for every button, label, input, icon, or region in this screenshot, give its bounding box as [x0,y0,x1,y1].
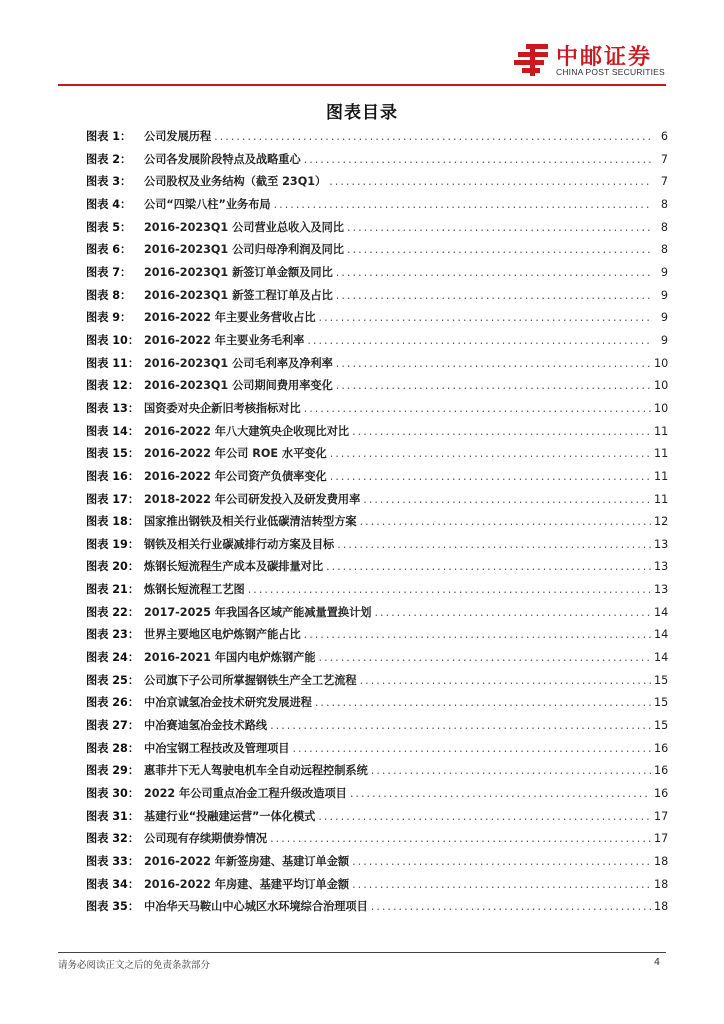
toc-entry-page-number: 11 [654,492,669,506]
toc-entry-leader-dots [336,285,651,308]
toc-entry-label: 图表 26： [86,696,140,710]
toc-entry[interactable] [86,647,668,670]
table-of-figures [86,126,668,919]
toc-entry[interactable] [86,353,668,376]
toc-entry-page-number: 10 [654,379,669,393]
toc-entry-label: 图表 34： [86,877,140,891]
toc-entry-title: 世界主要地区电炉炼钢产能占比 [144,628,301,642]
toc-entry-title: 2016-2022 年公司 ROE 水平变化 [144,447,327,461]
toc-entry-page-number: 13 [654,560,669,574]
toc-entry-title: 2016-2022 年八大建筑央企收现比对比 [144,424,350,438]
toc-entry[interactable] [86,262,668,285]
toc-entry-label: 图表 35： [86,900,140,914]
toc-entry-leader-dots [352,851,651,874]
toc-entry-label: 图表 7： [86,265,132,279]
toc-entry-label: 图表 1： [86,130,132,143]
toc-entry-page-number: 11 [654,447,669,461]
toc-entry-page-number: 9 [660,311,668,325]
toc-entry[interactable] [86,398,668,421]
toc-entry-leader-dots [352,874,651,897]
toc-entry-page-number: 16 [654,741,669,755]
toc-entry-title: 基建行业“投融建运营”一体化模式 [144,809,316,823]
toc-entry-label: 图表 31： [86,809,140,823]
toc-entry[interactable] [86,760,668,783]
toc-entry-label: 图表 29： [86,764,140,778]
toc-entry-leader-dots [326,556,651,579]
toc-entry-title: 2016-2022 年公司资产负债率变化 [144,469,327,483]
toc-entry[interactable] [86,851,668,874]
toc-entry-label: 图表 27： [86,719,140,733]
toc-entry[interactable] [86,806,668,829]
toc-entry-page-number: 16 [654,787,669,801]
toc-entry-label: 图表 6： [86,243,132,257]
toc-entry-label: 图表 22： [86,605,140,619]
toc-entry[interactable] [86,602,668,625]
toc-entry-title: 公司“四梁八柱”业务布局 [144,197,271,211]
toc-entry-title: 2016-2023Q1 新签工程订单及占比 [144,288,333,302]
toc-entry-leader-dots [336,353,651,376]
toc-entry-title: 2016-2023Q1 新签订单金额及同比 [144,265,333,279]
toc-entry-leader-dots [214,126,651,149]
toc-entry-page-number: 9 [660,265,668,279]
toc-entry-title: 2016-2022 年主要业务毛利率 [144,333,305,347]
toc-entry-page-number: 18 [654,855,669,868]
toc-entry-page-number: 13 [654,583,669,597]
toc-entry-leader-dots [352,421,651,444]
toc-entry-leader-dots [318,806,651,829]
toc-entry[interactable] [86,171,668,194]
page-header [0,0,724,88]
toc-entry-title: 2016-2022 年房建、基建平均订单金额 [144,877,350,891]
toc-entry-leader-dots [270,715,651,738]
toc-entry-label: 图表 33： [86,855,140,868]
toc-entry[interactable] [86,579,668,602]
toc-entry-label: 图表 5： [86,220,132,234]
toc-entry[interactable] [86,443,668,466]
toc-entry-leader-dots [304,149,651,172]
brand-name-cn: 中邮证券 [556,45,653,70]
toc-entry-title: 2018-2022 年公司研发投入及研发费用率 [144,492,361,506]
china-post-logo-icon [512,42,552,78]
toc-entry-leader-dots [363,489,651,512]
toc-entry[interactable] [86,217,668,240]
toc-entry-title: 中冶宝钢工程技改及管理项目 [144,741,290,755]
footer-disclaimer: 请务必阅读正文之后的免责条款部分 [58,960,211,971]
toc-entry-title: 公司各发展阶段特点及战略重心 [144,152,301,166]
toc-entry-title: 2016-2023Q1 公司期间费用率变化 [144,379,333,393]
toc-entry[interactable] [86,194,668,217]
toc-entry-page-number: 16 [654,764,669,778]
toc-entry-label: 图表 30： [86,787,140,801]
toc-entry-page-number: 17 [654,832,669,846]
toc-entry-leader-dots [347,239,651,262]
toc-entry-title: 公司旗下子公司所掌握钢铁生产全工艺流程 [144,673,357,687]
toc-entry-leader-dots [319,647,651,670]
toc-entry-title: 中冶京诚氢冶金技术研究发展进程 [144,696,312,710]
toc-entry-title: 公司发展历程 [144,130,212,143]
toc-entry-label: 图表 19： [86,537,140,551]
toc-entry-label: 图表 10： [86,333,140,347]
toc-entry-page-number: 13 [654,537,669,551]
toc-entry-leader-dots [315,692,651,715]
toc-entry-label: 图表 4： [86,197,132,211]
toc-entry-label: 图表 17： [86,492,140,506]
toc-entry[interactable] [86,285,668,308]
toc-entry-leader-dots [347,217,651,240]
toc-entry-page-number: 11 [654,424,669,438]
toc-entry-page-number: 6 [660,130,668,143]
toc-entry-page-number: 8 [660,243,668,257]
toc-entry-leader-dots [330,443,651,466]
toc-entry-title: 2017-2025 年我国各区域产能减量置换计划 [144,605,372,619]
toc-entry[interactable] [86,466,668,489]
toc-entry-title: 公司股权及业务结构（截至 23Q1） [144,175,327,189]
toc-entry-title: 2016-2023Q1 公司营业总收入及同比 [144,220,344,234]
toc-entry-label: 图表 14： [86,424,140,438]
toc-entry-page-number: 9 [660,288,668,302]
toc-entry-label: 图表 13： [86,401,140,415]
toc-entry-page-number: 10 [654,356,669,370]
toc-entry-leader-dots [307,330,651,353]
toc-entry-page-number: 14 [654,605,669,619]
toc-entry-page-number: 10 [654,401,669,415]
toc-entry-page-number: 14 [654,651,669,665]
toc-entry-leader-dots [337,534,651,557]
toc-entry-leader-dots [360,670,651,693]
toc-entry-page-number: 18 [654,877,669,891]
toc-entry-label: 图表 18： [86,515,140,529]
toc-entry-title: 2016-2021 年国内电炉炼钢产能 [144,651,316,665]
toc-entry[interactable] [86,556,668,579]
toc-entry-leader-dots [371,896,651,919]
toc-entry[interactable] [86,149,668,172]
toc-entry-title: 公司现有存续期债券情况 [144,832,268,846]
toc-entry-title: 国家推出钢铁及相关行业低碳清洁转型方案 [144,515,357,529]
toc-entry-leader-dots [350,783,651,806]
toc-entry-page-number: 7 [660,175,668,189]
toc-entry-page-number: 15 [654,719,669,733]
toc-entry[interactable] [86,783,668,806]
toc-entry-title: 中冶华天马鞍山中心城区水环境综合治理项目 [144,900,368,914]
footer-page-number: 4 [654,957,661,968]
toc-entry[interactable] [86,715,668,738]
toc-entry-page-number: 14 [654,628,669,642]
toc-entry-page-number: 9 [660,333,668,347]
toc-entry-page-number: 8 [660,220,668,234]
toc-entry-page-number: 15 [654,673,669,687]
toc-entry[interactable] [86,692,668,715]
toc-entry-label: 图表 20： [86,560,140,574]
toc-entry-title: 2022 年公司重点冶金工程升级改造项目 [144,787,347,801]
toc-entry[interactable] [86,896,668,919]
toc-entry-label: 图表 32： [86,832,140,846]
toc-entry-leader-dots [336,375,651,398]
toc-entry-leader-dots [248,579,651,602]
toc-entry-page-number: 7 [660,152,668,166]
toc-entry-label: 图表 11： [86,356,140,370]
toc-entry-label: 图表 2： [86,152,132,166]
toc-entry-label: 图表 16： [86,469,140,483]
toc-entry-title: 钢铁及相关行业碳减排行动方案及目标 [144,537,335,551]
toc-entry-label: 图表 12： [86,379,140,393]
toc-entry-label: 图表 21： [86,583,140,597]
toc-entry-title: 中冶赛迪氢冶金技术路线 [144,719,268,733]
toc-entry[interactable] [86,624,668,647]
toc-entry-leader-dots [360,511,651,534]
toc-entry-leader-dots [330,466,651,489]
toc-entry-label: 图表 3： [86,175,132,189]
toc-entry-title: 2016-2022 年主要业务营收占比 [144,311,316,325]
header-divider [58,84,666,86]
toc-entry[interactable] [86,421,668,444]
toc-entry[interactable] [86,126,668,149]
toc-entry-leader-dots [336,262,651,285]
toc-entry-label: 图表 15： [86,447,140,461]
toc-entry-page-number: 15 [654,696,669,710]
toc-entry[interactable] [86,330,668,353]
toc-entry-leader-dots [304,398,651,421]
toc-entry[interactable] [86,511,668,534]
toc-title: 图表目录 [326,103,398,123]
toc-entry[interactable] [86,670,668,693]
toc-entry-title: 惠菲井下无人驾驶电机车全自动远程控制系统 [144,764,368,778]
toc-entry-page-number: 17 [654,809,669,823]
toc-entry-label: 图表 23： [86,628,140,642]
toc-entry-label: 图表 8： [86,288,132,302]
toc-entry[interactable] [86,239,668,262]
toc-entry[interactable] [86,375,668,398]
toc-entry-label: 图表 28： [86,741,140,755]
toc-entry[interactable] [86,534,668,557]
toc-entry-leader-dots [371,760,651,783]
toc-entry-title: 炼钢长短流程工艺图 [144,583,245,597]
toc-entry-title: 国资委对央企新旧考核指标对比 [144,401,301,415]
toc-entry-title: 2016-2023Q1 公司毛利率及净利率 [144,356,333,370]
toc-entry-title: 2016-2023Q1 公司归母净利润及同比 [144,243,344,257]
toc-entry[interactable] [86,874,668,897]
toc-entry-leader-dots [274,194,651,217]
toc-entry-page-number: 12 [654,515,669,529]
toc-entry-leader-dots [329,171,651,194]
toc-entry-page-number: 18 [654,900,669,914]
toc-entry[interactable] [86,489,668,512]
toc-entry-title: 2016-2022 年新签房建、基建订单金额 [144,855,350,868]
toc-entry-leader-dots [270,828,651,851]
toc-entry[interactable] [86,738,668,761]
toc-entry-label: 图表 9： [86,311,132,325]
toc-entry-page-number: 8 [660,197,668,211]
toc-entry-leader-dots [319,307,651,330]
toc-entry-label: 图表 25： [86,673,140,687]
brand-name-en: CHINA POST SECURITIES [556,67,665,77]
toc-entry-page-number: 11 [654,469,669,483]
toc-entry[interactable] [86,307,668,330]
footer-divider [58,952,666,953]
toc-entry-leader-dots [304,624,651,647]
toc-entry[interactable] [86,828,668,851]
toc-entry-leader-dots [292,738,651,761]
toc-entry-leader-dots [374,602,651,625]
toc-entry-label: 图表 24： [86,651,140,665]
toc-entry-title: 炼钢长短流程生产成本及碳排量对比 [144,560,324,574]
